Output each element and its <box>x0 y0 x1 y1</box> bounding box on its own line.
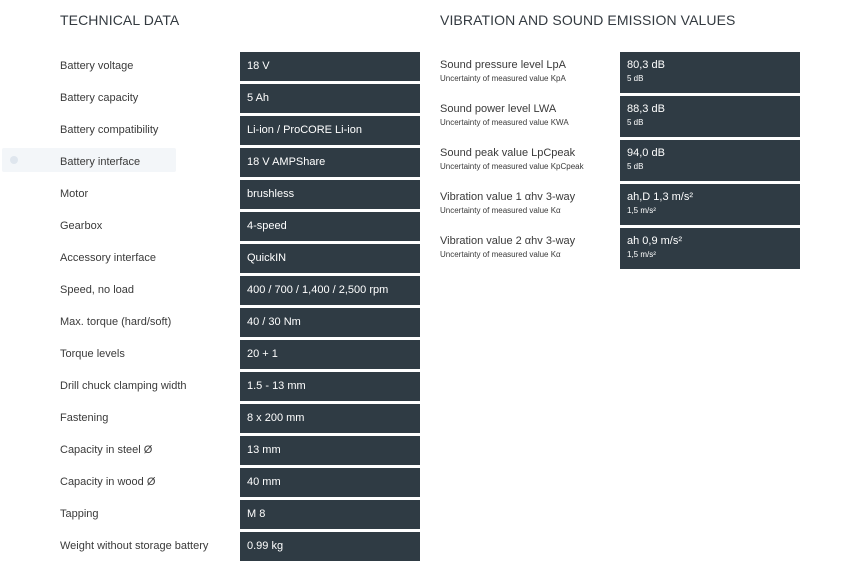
emission-uncertainty-value: 5 dB <box>627 162 644 171</box>
table-row <box>60 212 420 244</box>
spec-label: Drill chuck clamping width <box>60 380 187 392</box>
emission-uncertainty-value: 1,5 m/s² <box>627 250 656 259</box>
emission-value: ah 0,9 m/s² <box>627 235 683 247</box>
vibration-sound-table <box>440 52 800 272</box>
emission-uncertainty-value: 1,5 m/s² <box>627 206 656 215</box>
emission-value-box <box>620 228 800 269</box>
technical-data-table <box>60 52 420 564</box>
spec-value: 40 / 30 Nm <box>240 308 420 337</box>
table-row <box>440 52 800 96</box>
table-row <box>440 184 800 228</box>
table-row <box>60 468 420 500</box>
emission-label: Vibration value 2 αhv 3-way <box>440 235 576 247</box>
table-row <box>60 116 420 148</box>
emission-value-box <box>620 52 800 93</box>
emission-uncertainty-label: Uncertainty of measured value KpCpeak <box>440 162 584 171</box>
table-row <box>60 52 420 84</box>
spec-value: 400 / 700 / 1,400 / 2,500 rpm <box>240 276 420 305</box>
spec-value: 8 x 200 mm <box>240 404 420 433</box>
table-row <box>60 340 420 372</box>
spec-label: Motor <box>60 188 89 200</box>
emission-uncertainty-value: 5 dB <box>627 118 644 127</box>
table-row <box>60 244 420 276</box>
technical-data-title: TECHNICAL DATA <box>60 12 180 28</box>
spec-label: Fastening <box>60 412 109 424</box>
emission-uncertainty-label: Uncertainty of measured value Kα <box>440 250 561 259</box>
table-row <box>60 404 420 436</box>
emission-label: Sound power level LWA <box>440 103 557 115</box>
spec-value: M 8 <box>240 500 420 529</box>
table-row <box>60 500 420 532</box>
spec-label: Gearbox <box>60 220 103 232</box>
table-row <box>60 372 420 404</box>
emission-uncertainty-label: Uncertainty of measured value KWA <box>440 118 569 127</box>
emission-uncertainty-value: 5 dB <box>627 74 644 83</box>
emission-value: 88,3 dB <box>627 103 665 115</box>
spec-label: Tapping <box>60 508 99 520</box>
table-row <box>440 96 800 140</box>
table-row <box>60 148 420 180</box>
emission-label: Vibration value 1 αhv 3-way <box>440 191 576 203</box>
table-row <box>60 84 420 116</box>
spec-value: 1.5 - 13 mm <box>240 372 420 401</box>
emission-label: Sound peak value LpCpeak <box>440 147 576 159</box>
spec-value: 40 mm <box>240 468 420 497</box>
table-row <box>440 140 800 184</box>
spec-label: Torque levels <box>60 348 125 360</box>
vibration-sound-title: VIBRATION AND SOUND EMISSION VALUES <box>440 12 736 28</box>
table-row <box>60 436 420 468</box>
emission-value: 94,0 dB <box>627 147 665 159</box>
spec-value: Li-ion / ProCORE Li-ion <box>240 116 420 145</box>
spec-label: Speed, no load <box>60 284 135 296</box>
spec-value: QuickIN <box>240 244 420 273</box>
emission-value-box <box>620 140 800 181</box>
table-row <box>60 180 420 212</box>
spec-label: Battery interface <box>60 156 141 168</box>
faded-dot-icon <box>10 156 18 164</box>
emission-value-box <box>620 184 800 225</box>
emission-value: 80,3 dB <box>627 59 665 71</box>
emission-uncertainty-label: Uncertainty of measured value Kα <box>440 206 561 215</box>
spec-label: Accessory interface <box>60 252 156 264</box>
emission-uncertainty-label: Uncertainty of measured value KpA <box>440 74 566 83</box>
spec-value: 13 mm <box>240 436 420 465</box>
table-row <box>60 532 420 564</box>
spec-value: 0.99 kg <box>240 532 420 561</box>
spec-label: Battery voltage <box>60 60 134 72</box>
emission-label: Sound pressure level LpA <box>440 59 566 71</box>
spec-label: Battery capacity <box>60 92 139 104</box>
emission-value-box <box>620 96 800 137</box>
table-row <box>60 308 420 340</box>
table-row <box>60 276 420 308</box>
spec-value: 18 V AMPShare <box>240 148 420 177</box>
spec-label: Battery compatibility <box>60 124 159 136</box>
spec-label: Capacity in wood Ø <box>60 476 156 488</box>
spec-value: 18 V <box>240 52 420 81</box>
table-row <box>440 228 800 272</box>
spec-label: Max. torque (hard/soft) <box>60 316 172 328</box>
spec-label: Weight without storage battery <box>60 540 209 552</box>
spec-value: brushless <box>240 180 420 209</box>
spec-label: Capacity in steel Ø <box>60 444 153 456</box>
spec-value: 20 + 1 <box>240 340 420 369</box>
spec-value: 4-speed <box>240 212 420 241</box>
spec-value: 5 Ah <box>240 84 420 113</box>
emission-value: ah,D 1,3 m/s² <box>627 191 694 203</box>
